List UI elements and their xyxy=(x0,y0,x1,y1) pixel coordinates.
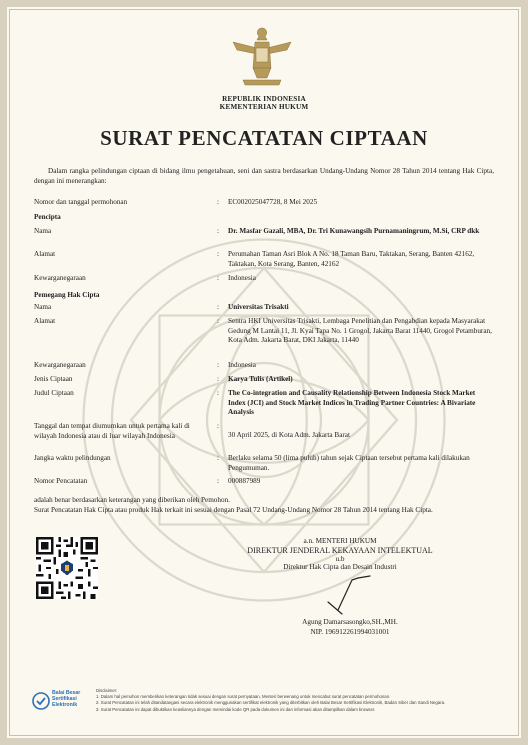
bsre-line-2: Sertifikasi xyxy=(52,696,77,702)
bsre-logo xyxy=(32,690,88,714)
pencipta-name-label: Nama xyxy=(34,227,52,235)
holder-heading: Pemegang Hak Cipta xyxy=(34,291,100,299)
closing-line-2: Surat Pencatatan Hak Cipta atau produk Hak terkait ini sesuai dengan Pasal 72 Undang-Undang Nomor 28 Tahun 2014 tentang Hak Cipta. xyxy=(34,506,433,514)
disclaimer-item: 2. Surat Pencatatan ini telah ditandatangani secara elektronik menggunakan sertifikat elektronik yang diterbitkan oleh Balai Besar Sertifikasi Elektronik, Badan Siber dan Sandi Negara. xyxy=(96,700,446,706)
pencipta-heading: Pencipta xyxy=(34,213,61,221)
bsre-line-1: Balai Besar xyxy=(52,690,81,696)
signature-mark xyxy=(298,562,378,622)
colon: : xyxy=(217,454,219,462)
ministry-line-1: REPUBLIK INDONESIA xyxy=(222,95,306,103)
holder-citizenship-value: Indonesia xyxy=(228,361,256,369)
pencipta-citizenship-value: Indonesia xyxy=(228,274,256,282)
pencipta-address-value: Perumahan Taman Asri Blok A No. 18 Taman Baru, Taktakan, Serang, Banten 42162, Taktakan, Kota Serang, Banten, 42162 xyxy=(228,250,475,268)
signatory-ub: u.b xyxy=(335,555,345,563)
intro-paragraph: Dalam rangka pelindungan ciptaan di bidang ilmu pengetahuan, seni dan sastra berdasarkan Undang-Undang Nomor 28 Tahun 2014 tentang Hak Cipta, dengan ini menerangkan: xyxy=(34,167,494,185)
record-number-label: Nomor Pencatatan xyxy=(34,477,88,485)
colon: : xyxy=(217,250,219,258)
disclaimer-item: 3. Surat Pencatatan ini dapat dibuktikan keasliannya dengan memindai kode QR pada dokumen ini dan informasi akan ditampilkan dalam browser. xyxy=(96,706,376,712)
ministry-line-2: KEMENTERIAN HUKUM xyxy=(219,103,309,111)
colon: : xyxy=(217,227,219,235)
colon: : xyxy=(217,303,219,311)
work-title-value: The Co-integration and Causality Relationship Between Indonesia Stock Market Index (JCI) and Stock Market Indices in Trading Partner Countries: A Bivariate Analysis xyxy=(228,389,476,416)
work-title-label: Judul Ciptaan xyxy=(34,389,74,397)
signatory-an: a.n. MENTERI HUKUM xyxy=(303,537,377,545)
signatory-director: Direktur Hak Cipta dan Desain Industri xyxy=(283,563,397,571)
application-label: Nomor dan tanggal permohonan xyxy=(34,198,128,206)
colon: : xyxy=(217,198,219,206)
colon: : xyxy=(217,422,219,430)
document-title: SURAT PENCATATAN CIPTAAN xyxy=(100,126,428,150)
holder-address-value: Sentra HKI Universitas Trisakti, Lembaga Penelitian dan Pengabdian kepada Masyarakat Gedung M Lantai 11, Jl. Kyai Tapa No. 1 Grogol, Jakarta Barat 11440, Grogol Petamburan, Kota Adm. Jakarta Barat, DKI Jakarta, 11440 xyxy=(228,317,492,344)
colon: : xyxy=(217,274,219,282)
disclaimer xyxy=(96,688,506,713)
period-label: Jangka waktu pelindungan xyxy=(34,454,111,462)
signatory-position: DIREKTUR JENDERAL KEKAYAAN INTELEKTUAL xyxy=(247,546,433,555)
colon: : xyxy=(217,361,219,369)
work-type-value: Karya Tulis (Artikel) xyxy=(228,375,293,383)
bsre-line-3: Elektronik xyxy=(52,702,78,708)
holder-address-label: Alamat xyxy=(34,317,56,325)
announce-value: 30 April 2025, di Kota Adm. Jakarta Barat xyxy=(228,431,350,439)
signatory-nip: NIP. 196912261994031001 xyxy=(310,628,390,636)
record-number-value: 000887989 xyxy=(228,477,261,485)
colon: : xyxy=(217,317,219,325)
disclaimer-item: 1. Dalam hal pemohon memberikan keterangan tidak sesuai dengan surat pernyataan, Menteri berwenang untuk mencabut surat pencatatan permohonan. xyxy=(96,694,391,700)
signatory-name: Agung Damarsasongko,SH.,MH. xyxy=(302,618,398,626)
holder-name-label: Nama xyxy=(34,303,52,311)
colon: : xyxy=(217,375,219,383)
colon: : xyxy=(217,477,219,485)
qr-code[interactable] xyxy=(36,537,98,599)
work-type-label: Jenis Ciptaan xyxy=(34,375,73,383)
pencipta-citizenship-label: Kewarganegaraan xyxy=(34,274,86,282)
period-value: Berlaku selama 50 (lima puluh) tahun sejak Ciptaan tersebut pertama kali dilakukan Pengumuman. xyxy=(228,454,470,472)
holder-citizenship-label: Kewarganegaraan xyxy=(34,361,86,369)
closing-line-1: adalah benar berdasarkan keterangan yang diberikan oleh Pemohon. xyxy=(34,496,230,504)
disclaimer-heading: Disclaimer: xyxy=(96,688,118,693)
bsre-emblem-icon xyxy=(32,692,50,710)
garuda-crest-icon xyxy=(229,22,295,92)
pencipta-name-value: Dr. Masfar Gazali, MBA, Dr. Tri Kunawangsih Purnamaningrum, M.Si, CRP dkk xyxy=(228,227,480,235)
colon: : xyxy=(217,389,219,397)
announce-label: Tanggal dan tempat diumumkan untuk pertama kali di wilayah Indonesia atau di luar wilayah Indonesia xyxy=(34,422,190,440)
pencipta-address-label: Alamat xyxy=(34,250,56,258)
application-value: EC002025047728, 8 Mei 2025 xyxy=(228,198,318,206)
holder-name-value: Universitas Trisakti xyxy=(228,303,289,311)
